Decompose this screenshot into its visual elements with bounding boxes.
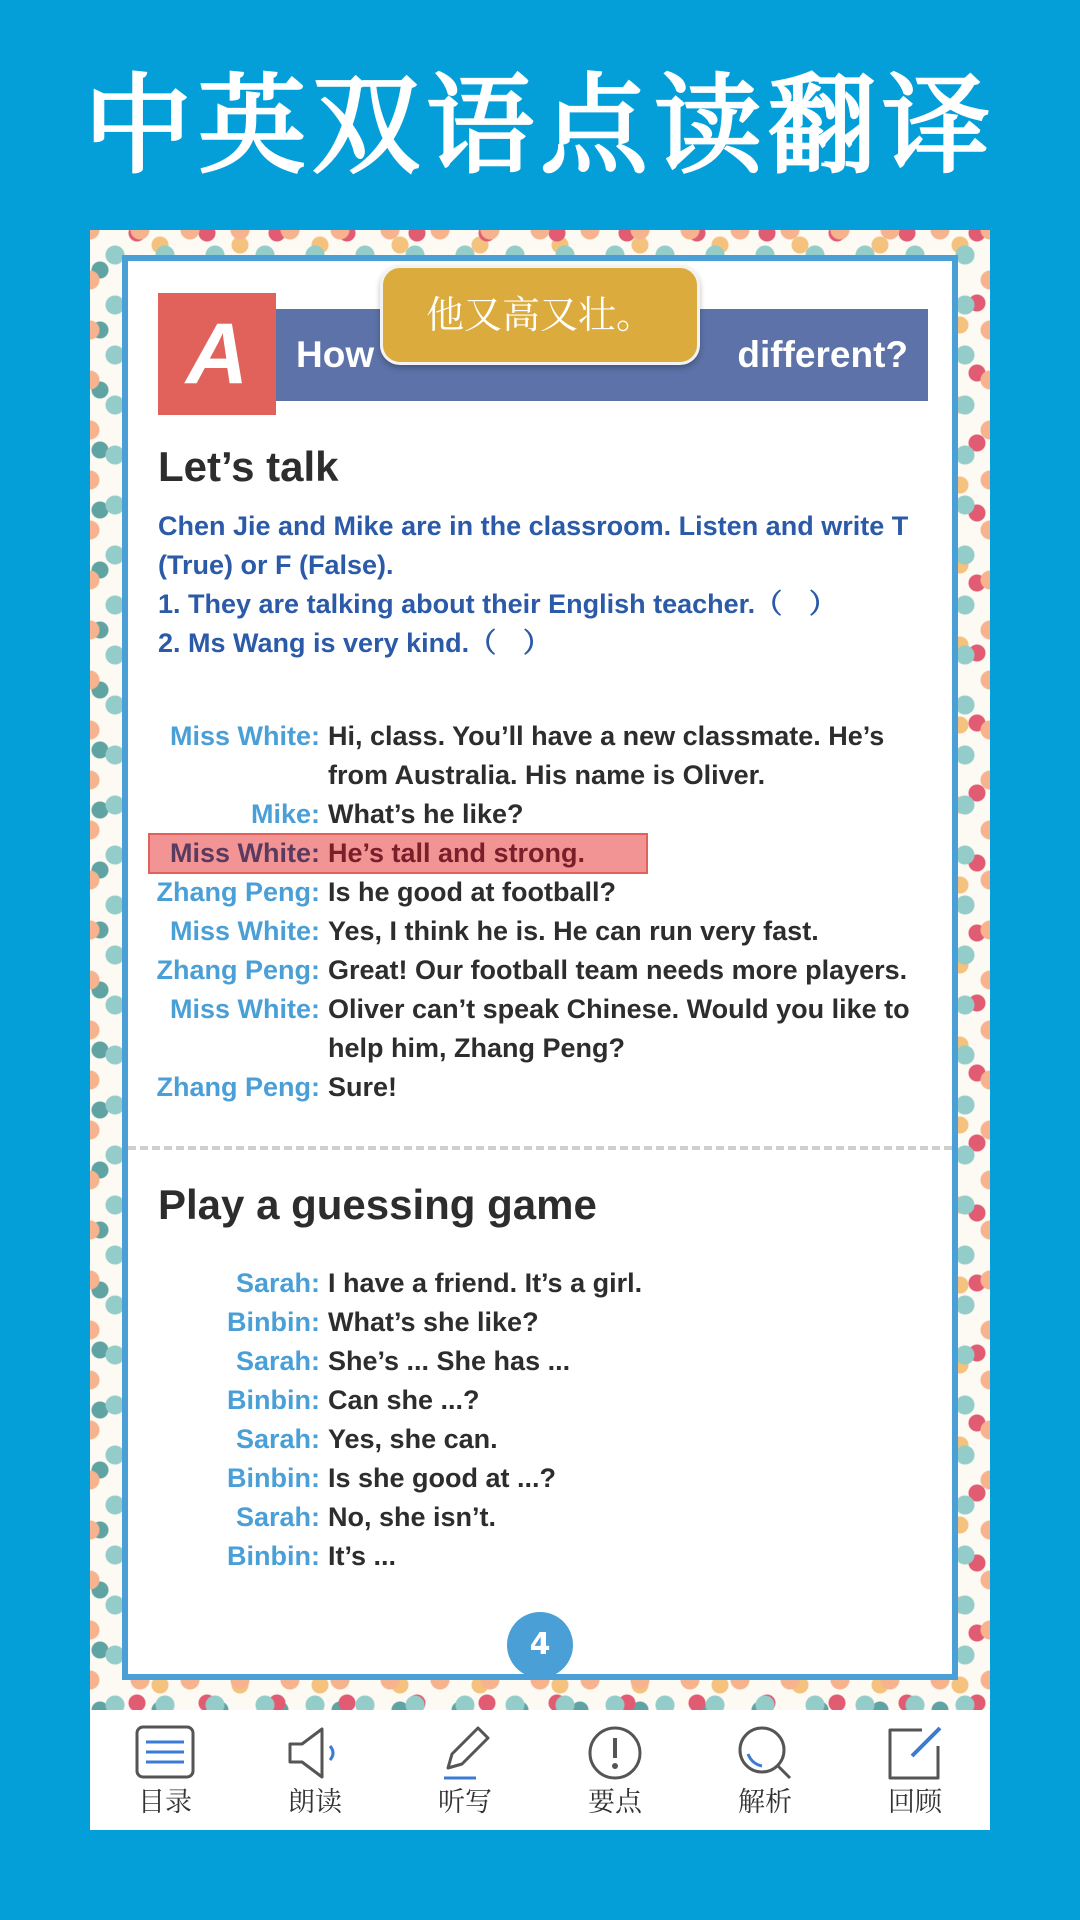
lesson-title-left: How bbox=[296, 334, 375, 375]
dialog-line[interactable] bbox=[128, 1381, 958, 1420]
speech-text: Oliver can’t speak Chinese. Would you like to help him, Zhang Peng? bbox=[328, 994, 910, 1063]
dialog-line[interactable] bbox=[128, 990, 958, 1068]
list-icon bbox=[132, 1724, 198, 1782]
dialog-line[interactable] bbox=[128, 717, 958, 795]
toolbar-button-analysis[interactable] bbox=[690, 1710, 840, 1830]
toolbar-label: 解析 bbox=[738, 1787, 792, 1818]
toolbar-label: 听写 bbox=[438, 1787, 492, 1818]
speaker-name: Miss White: bbox=[169, 721, 320, 751]
dialog-line[interactable] bbox=[128, 873, 958, 912]
speech-text: No, she isn’t. bbox=[328, 1502, 497, 1532]
speaker-name: Mike: bbox=[250, 799, 320, 829]
speaker-name: Miss White: bbox=[169, 916, 320, 946]
lesson-letter: A bbox=[158, 293, 276, 415]
speech-text: Yes, I think he is. He can run very fast. bbox=[328, 916, 819, 946]
speaker-name: Miss White: bbox=[169, 994, 320, 1024]
speech-text: Sure! bbox=[328, 1072, 398, 1102]
dialog-line[interactable] bbox=[128, 1303, 958, 1342]
speaker-name: Zhang Peng: bbox=[156, 1072, 320, 1102]
section-title-game: Play a guessing game bbox=[158, 1181, 597, 1228]
toolbar-button-key-points[interactable] bbox=[540, 1710, 690, 1830]
exclamation-icon bbox=[582, 1724, 648, 1782]
dialog-line[interactable] bbox=[128, 951, 958, 990]
speech-text: Can she ...? bbox=[328, 1385, 480, 1415]
toolbar-button-dictation[interactable] bbox=[390, 1710, 540, 1830]
speech-text: Great! Our football team needs more players. bbox=[328, 955, 908, 985]
edit-square-icon bbox=[882, 1724, 948, 1782]
speaker-icon bbox=[282, 1724, 348, 1782]
speech-text: I have a friend. It’s a girl. bbox=[328, 1268, 643, 1298]
dialog-line[interactable] bbox=[128, 1068, 958, 1107]
dialog-line[interactable] bbox=[128, 1342, 958, 1381]
book-page bbox=[90, 230, 990, 1710]
dialog-line[interactable] bbox=[128, 795, 958, 834]
speaker-name: Sarah: bbox=[235, 1346, 320, 1376]
talk-dialog bbox=[128, 717, 958, 1107]
instructions bbox=[158, 507, 948, 663]
speaker-name: Sarah: bbox=[235, 1268, 320, 1298]
toolbar-label: 目录 bbox=[138, 1787, 192, 1818]
translation-tooltip: 他又高又壮。 bbox=[380, 265, 700, 365]
magnifier-icon bbox=[732, 1724, 798, 1782]
toolbar-label: 回顾 bbox=[888, 1787, 942, 1818]
speaker-name: Miss White: bbox=[169, 838, 320, 868]
speech-text: Is he good at football? bbox=[328, 877, 616, 907]
toolbar-label: 要点 bbox=[588, 1787, 642, 1818]
lesson-title-right: different? bbox=[737, 334, 908, 375]
speech-text: Hi, class. You’ll have a new classmate. He’s from Australia. His name is Oliver. bbox=[328, 721, 885, 790]
pencil-icon bbox=[432, 1724, 498, 1782]
speech-text: What’s he like? bbox=[328, 799, 524, 829]
speech-text: Yes, she can. bbox=[328, 1424, 498, 1454]
speaker-name: Binbin: bbox=[227, 1463, 320, 1493]
dialog-line[interactable] bbox=[128, 1264, 958, 1303]
instruction-line[interactable]: 2. Ms Wang is very kind.（ ） bbox=[158, 628, 551, 658]
dialog-line[interactable] bbox=[128, 1420, 958, 1459]
instruction-line[interactable]: Chen Jie and Mike are in the classroom. Listen and write T (True) or F (False). bbox=[158, 511, 909, 580]
speech-text: He’s tall and strong. bbox=[328, 838, 586, 868]
speaker-name: Sarah: bbox=[235, 1424, 320, 1454]
speaker-name: Zhang Peng: bbox=[156, 955, 320, 985]
instruction-line[interactable]: 1. They are talking about their English teacher.（ ） bbox=[158, 589, 837, 619]
game-dialog bbox=[128, 1264, 958, 1576]
headline: 中英双语点读翻译 bbox=[83, 64, 996, 189]
speech-text: Is she good at ...? bbox=[328, 1463, 557, 1493]
section-title-talk: Let’s talk bbox=[158, 443, 339, 490]
speaker-name: Binbin: bbox=[227, 1541, 320, 1571]
dialog-line[interactable] bbox=[128, 1537, 958, 1576]
dialog-line[interactable] bbox=[128, 912, 958, 951]
bottom-toolbar bbox=[90, 1710, 990, 1830]
speech-text: It’s ... bbox=[328, 1541, 397, 1571]
toolbar-button-review[interactable] bbox=[840, 1710, 990, 1830]
dialog-line[interactable] bbox=[128, 1498, 958, 1537]
page-content bbox=[122, 255, 958, 1680]
speaker-name: Zhang Peng: bbox=[156, 877, 320, 907]
section-divider bbox=[128, 1146, 952, 1150]
speaker-name: Binbin: bbox=[227, 1307, 320, 1337]
speech-text: She’s ... She has ... bbox=[328, 1346, 571, 1376]
speaker-name: Binbin: bbox=[227, 1385, 320, 1415]
dialog-line[interactable] bbox=[128, 1459, 958, 1498]
speaker-name: Sarah: bbox=[235, 1502, 320, 1532]
dialog-line-selected[interactable] bbox=[128, 834, 958, 873]
speech-text: What’s she like? bbox=[328, 1307, 539, 1337]
toolbar-label: 朗读 bbox=[288, 1787, 342, 1818]
toolbar-button-read-aloud[interactable] bbox=[240, 1710, 390, 1830]
toolbar-button-contents[interactable] bbox=[90, 1710, 240, 1830]
page-number-badge: 4 bbox=[507, 1612, 573, 1678]
